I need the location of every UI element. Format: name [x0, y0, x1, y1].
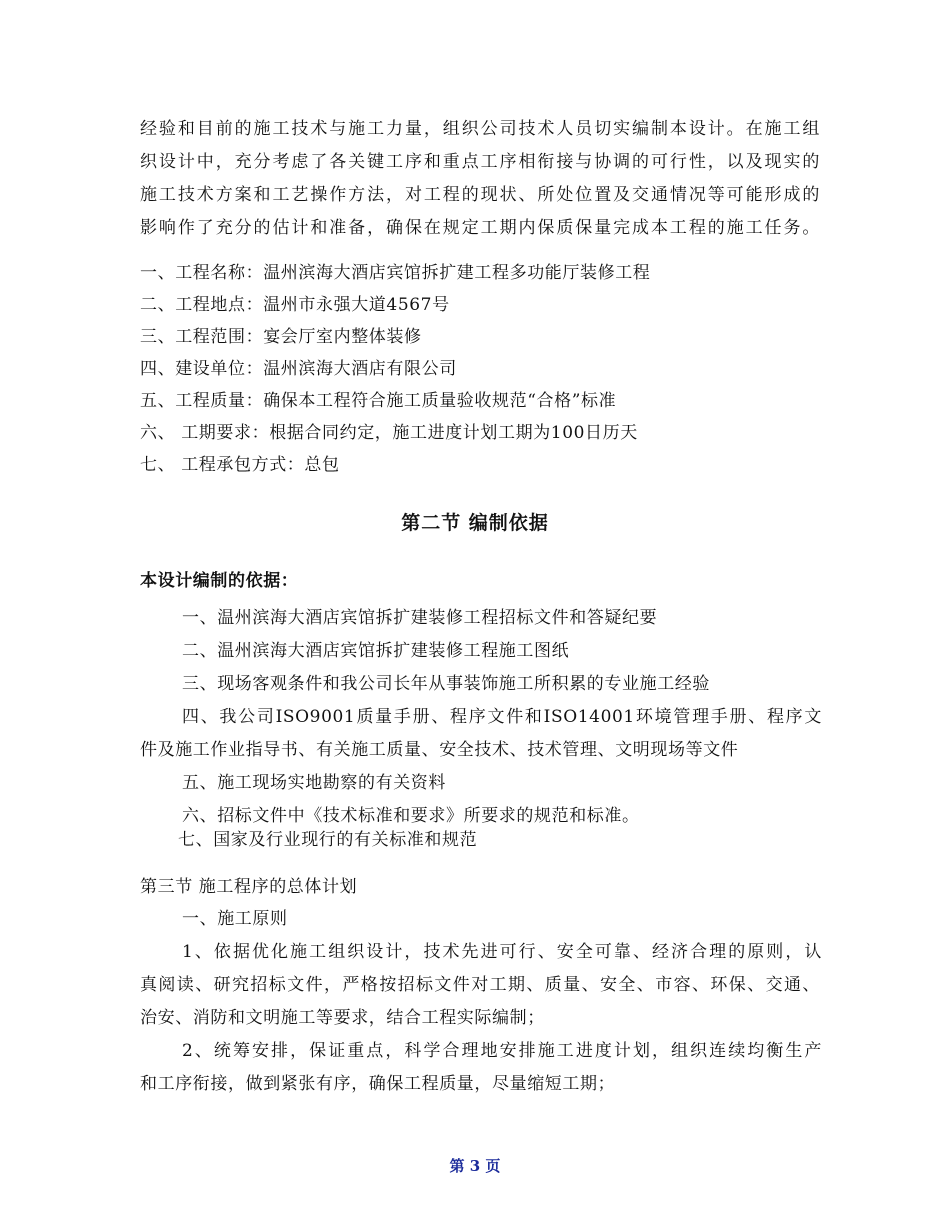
basis-item-1: 一、温州滨海大酒店宾馆拆扩建装修工程招标文件和答疑纪要: [182, 608, 658, 628]
intro-line-3: 施工技术方案和工艺操作方法，对工程的现状、所处位置及交通情况等可能形成的: [140, 185, 820, 205]
basis-item-6: 六、招标文件中《技术标准和要求》所要求的规范和标准。: [182, 806, 640, 826]
project-contract-type: 七、 工程承包方式：总包: [140, 455, 340, 475]
intro-line-2: 织设计中，充分考虑了各关键工序和重点工序相衔接与协调的可行性，以及现实的: [140, 152, 820, 172]
principle-1-line-2: 真阅读、研究招标文件，严格按招标文件对工期、质量、安全、市容、环保、交通、: [140, 975, 820, 995]
construction-principle: 一、施工原则: [182, 909, 288, 929]
project-schedule: 六、 工期要求：根据合同约定，施工进度计划工期为100日历天: [140, 423, 638, 443]
page-number: 第 3 页: [449, 1157, 501, 1175]
section-3-title: 第三节 施工程序的总体计划: [140, 877, 358, 897]
basis-item-3: 三、现场客观条件和我公司长年从事装饰施工所积累的专业施工经验: [182, 674, 710, 694]
section-2-title: 第二节 编制依据: [401, 512, 549, 534]
project-name: 一、工程名称：温州滨海大酒店宾馆拆扩建工程多功能厅装修工程: [140, 263, 651, 283]
intro-line-1: 经验和目前的施工技术与施工力量，组织公司技术人员切实编制本设计。在施工组: [140, 119, 820, 139]
principle-2-line-1: 2、统筹安排，保证重点，科学合理地安排施工进度计划，组织连续均衡生产: [182, 1041, 822, 1061]
principle-1-line-1: 1、依据优化施工组织设计，技术先进可行、安全可靠、经济合理的原则，认: [182, 942, 822, 962]
project-location: 二、工程地点：温州市永强大道4567号: [140, 295, 450, 315]
project-quality: 五、工程质量：确保本工程符合施工质量验收规范“合格”标准: [140, 391, 617, 411]
basis-item-4: 四、我公司ISO9001质量手册、程序文件和ISO14001环境管理手册、程序文: [182, 707, 822, 727]
project-scope: 三、工程范围：宴会厅室内整体装修: [140, 327, 422, 347]
principle-1-line-3: 治安、消防和文明施工等要求，结合工程实际编制；: [140, 1008, 545, 1028]
basis-item-4-cont: 件及施工作业指导书、有关施工质量、安全技术、技术管理、文明现场等文件: [140, 740, 739, 760]
section-2-subtitle: 本设计编制的依据：: [140, 571, 299, 591]
basis-item-7: 七、国家及行业现行的有关标准和规范: [178, 830, 478, 850]
principle-2-line-2: 和工序衔接，做到紧张有序，确保工程质量，尽量缩短工期；: [140, 1074, 616, 1094]
project-owner: 四、建设单位：温州滨海大酒店有限公司: [140, 359, 457, 379]
basis-item-5: 五、施工现场实地勘察的有关资料: [182, 773, 446, 793]
intro-line-4: 影响作了充分的估计和准备，确保在规定工期内保质保量完成本工程的施工任务。: [140, 218, 820, 238]
basis-item-2: 二、温州滨海大酒店宾馆拆扩建装修工程施工图纸: [182, 641, 570, 661]
